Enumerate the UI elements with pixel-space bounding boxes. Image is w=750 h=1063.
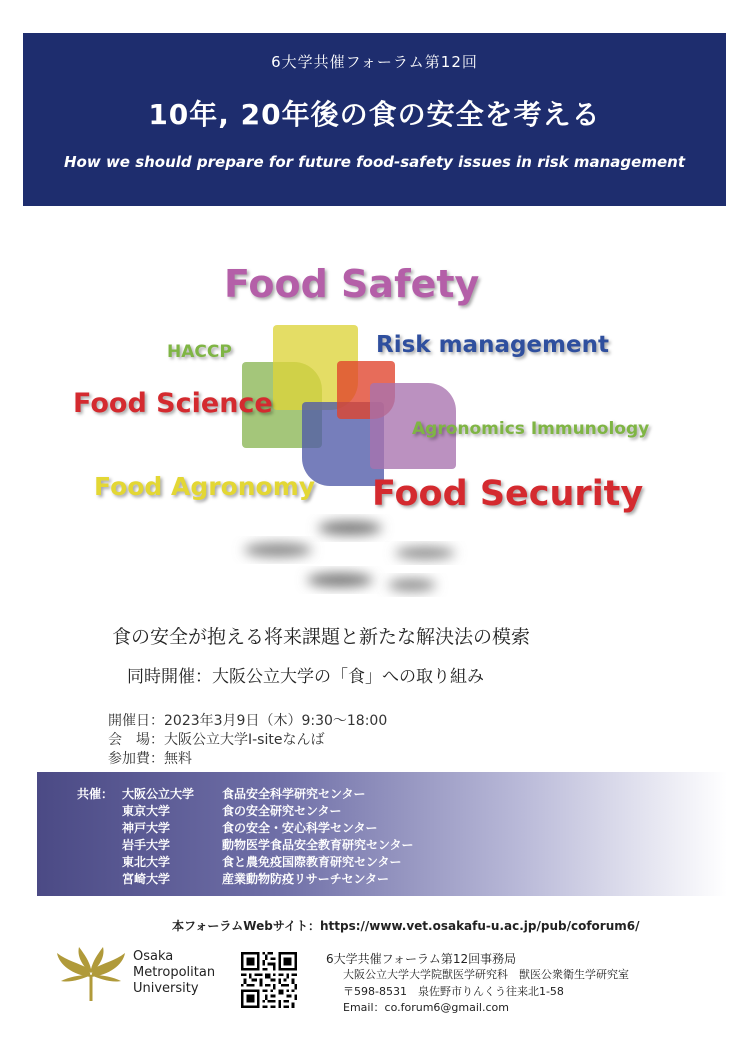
event-date: 開催日：2023年3月9日（木）9:30〜18:00 xyxy=(108,713,388,729)
organizers-label: 共催： xyxy=(77,787,114,801)
org-center: 動物医学食品安全教育研究センター xyxy=(222,838,414,852)
shadow-blob xyxy=(307,573,373,587)
org-university: 岩手大学 xyxy=(122,838,171,852)
org-university: 大阪公立大学 xyxy=(122,787,195,801)
org-university: 東京大学 xyxy=(122,804,171,818)
english-subtitle: How we should prepare for future food-safety issues in risk management xyxy=(64,153,685,171)
org-university: 神戸大学 xyxy=(122,821,171,835)
office-title: 6大学共催フォーラム第12回事務局 xyxy=(326,952,517,966)
org-center: 食と農免疫国際教育研究センター xyxy=(222,855,402,869)
keyword-graphic xyxy=(60,250,700,610)
ginkgo-logo-icon xyxy=(53,945,129,1005)
event-fee: 参加費：無料 xyxy=(108,751,192,767)
org-university: 東北大学 xyxy=(122,855,171,869)
website-link[interactable]: 本フォーラムWebサイト：https://www.vet.osakafu-u.ac.jp/pub/coforum6/ xyxy=(172,919,640,933)
word-food-safety: Food Safety xyxy=(224,262,480,306)
shadow-blob xyxy=(395,547,455,559)
header-banner xyxy=(23,33,726,206)
org-center: 食品安全科学研究センター xyxy=(222,787,366,801)
org-university: 宮崎大学 xyxy=(122,872,171,886)
office-email[interactable]: Email：co.forum6@gmail.com xyxy=(343,1001,509,1014)
shadow-blob xyxy=(318,521,382,535)
shadow-blob xyxy=(388,579,436,591)
page-title: 10年, 20年後の食の安全を考える xyxy=(148,98,601,131)
org-center: 食の安全研究センター xyxy=(222,804,342,818)
word-food-agronomy: Food Agronomy xyxy=(94,472,316,501)
concurrent-event: 同時開催：大阪公立大学の「食」への取り組み xyxy=(127,667,484,687)
logo-line-3: University xyxy=(133,981,199,996)
qr-code-icon[interactable] xyxy=(241,952,297,1008)
co-organizers-box xyxy=(37,772,727,896)
office-department: 大阪公立大学大学院獣医学研究科 獣医公衆衛生学研究室 xyxy=(343,968,629,981)
shadow-decoration xyxy=(60,250,700,610)
logo-line-1: Osaka xyxy=(133,949,174,964)
event-venue: 会 場：大阪公立大学I-siteなんば xyxy=(108,732,325,748)
forum-number: 6大学共催フォーラム第12回 xyxy=(271,53,478,71)
shadow-blob xyxy=(244,543,312,557)
org-center: 食の安全・安心科学センター xyxy=(222,821,378,835)
org-center: 産業動物防疫リサーチセンター xyxy=(222,872,390,886)
word-food-security: Food Security xyxy=(372,474,644,514)
logo-line-2: Metropolitan xyxy=(133,965,216,980)
office-address: 〒598-8531 泉佐野市りんくう往来北1-58 xyxy=(343,985,564,998)
word-haccp: HACCP xyxy=(167,342,232,362)
word-agronomics-immunology: Agronomics Immunology xyxy=(412,419,650,439)
word-risk-management: Risk management xyxy=(376,332,609,358)
forum-theme: 食の安全が抱える将来課題と新たな解決法の模索 xyxy=(112,626,531,648)
word-food-science: Food Science xyxy=(73,388,273,419)
